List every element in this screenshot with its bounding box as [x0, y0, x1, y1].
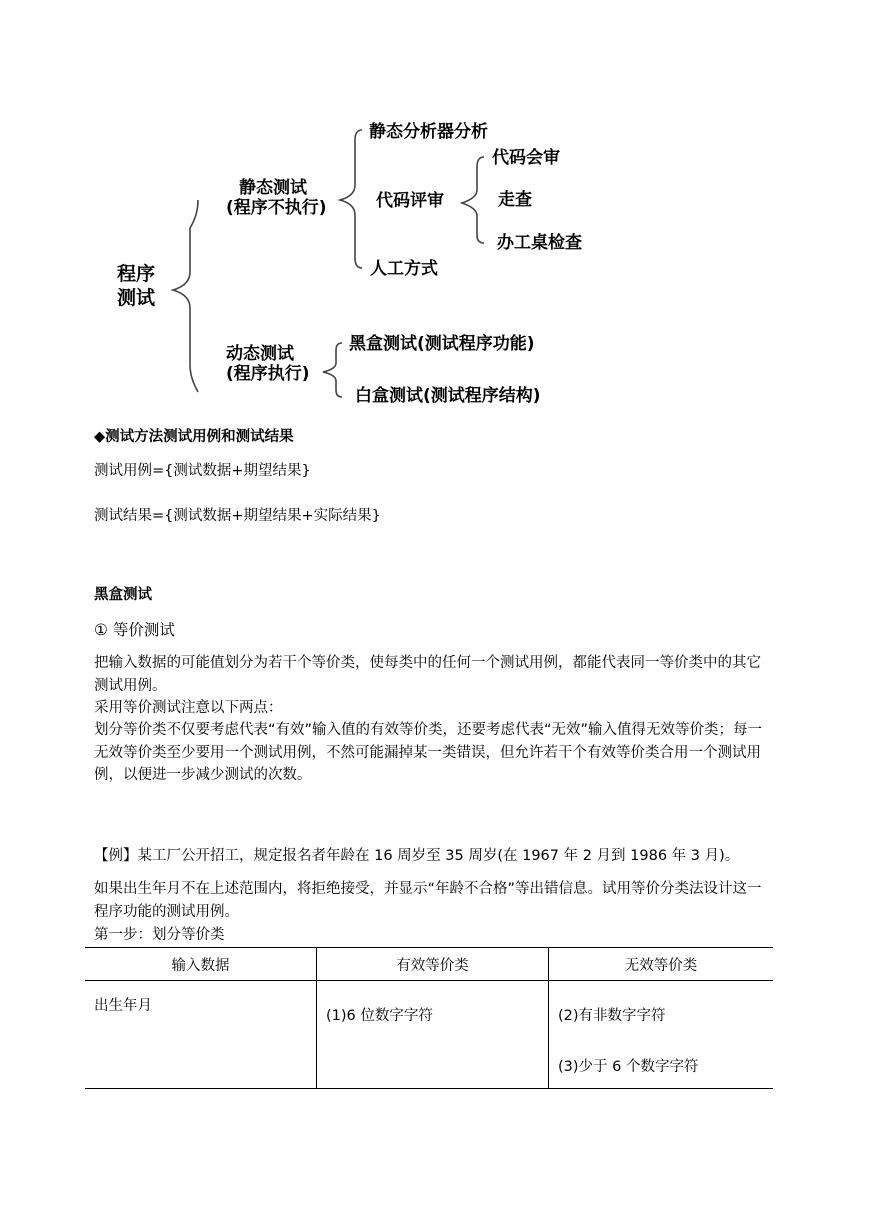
section-title: ◆测试方法测试用例和测试结果 [94, 429, 294, 445]
invalid-class-2: (2)有非数字字符 [558, 1008, 666, 1024]
static-test-node [226, 178, 327, 218]
cell-input-text: 出生年月 [94, 998, 152, 1014]
whitebox-node: 白盒测试(测试程序结构) [355, 386, 541, 406]
root-brace [173, 200, 198, 392]
walkthrough-node: 走查 [498, 190, 532, 210]
dynamic-test-sub: (程序执行) [226, 364, 310, 384]
paragraph-definition: 把输入数据的可能值划分为若干个等价类，使每类中的任何一个测试用例，都能代表同一等价类中的其它测试用例。 [94, 655, 761, 694]
example-continuation: 如果出生年月不在上述范围内，将拒绝接受，并显示“年龄不合格”等出错信息。试用等价分类法设计这一程序功能的测试用例。 [94, 881, 762, 920]
example-statement: 【例】某工厂公开招工，规定报名者年龄在 16 周岁至 35 周岁(在 1967 年 2 月到 1986 年 3 月)。 [94, 848, 740, 864]
static-analyzer-node: 静态分析器分析 [369, 122, 488, 142]
equivalence-class-table [85, 947, 773, 1089]
dynamic-test-label: 动态测试 [226, 344, 294, 364]
test-case-formula: 测试用例={测试数据+期望结果} [94, 463, 311, 479]
root-node [117, 262, 155, 310]
step-one: 第一步：划分等价类 [94, 927, 225, 943]
static-test-label: 静态测试 [239, 178, 307, 198]
manual-method-node: 人工方式 [370, 259, 438, 279]
header-input-data: 输入数据 [85, 948, 317, 981]
dynamic-brace [323, 343, 342, 397]
test-result-formula: 测试结果={测试数据+期望结果+实际结果} [94, 508, 381, 524]
root-label-line2: 测试 [117, 287, 156, 309]
code-review-node: 代码评审 [376, 191, 444, 211]
cell-valid [317, 981, 549, 1089]
code-review-brace [462, 157, 484, 243]
static-brace [340, 130, 362, 268]
desk-check-node: 办工桌检查 [497, 233, 582, 253]
static-test-sub: (程序不执行) [226, 198, 327, 218]
valid-class-1: (1)6 位数字字符 [326, 1008, 433, 1024]
table-header-row [85, 948, 773, 981]
table-row [85, 981, 773, 1089]
header-valid-class: 有效等价类 [317, 948, 549, 981]
equivalence-heading: ① 等价测试 [94, 621, 175, 639]
root-label-line1: 程序 [117, 263, 156, 285]
paragraph-notes: 划分等价类不仅要考虑代表“有效”输入值的有效等价类，还要考虑代表“无效”输入值得无效等价类；每一无效等价类至少要用一个测试用例，不然可能漏掉某一类错误，但允许若干个有效等价类合用一个测试用例，以便进一步减少测试的次数。 [94, 722, 763, 783]
cell-invalid [549, 981, 774, 1089]
header-invalid-class: 无效等价类 [549, 948, 774, 981]
paragraph-notes-intro: 采用等价测试注意以下两点： [94, 700, 283, 716]
dynamic-test-node [226, 344, 310, 384]
cell-input [85, 981, 317, 1089]
blackbox-node: 黑盒测试(测试程序功能) [349, 334, 535, 354]
blackbox-heading: 黑盒测试 [94, 587, 152, 603]
code-inspection-node: 代码会审 [492, 148, 560, 168]
invalid-class-3: (3)少于 6 个数字字符 [558, 1059, 699, 1075]
